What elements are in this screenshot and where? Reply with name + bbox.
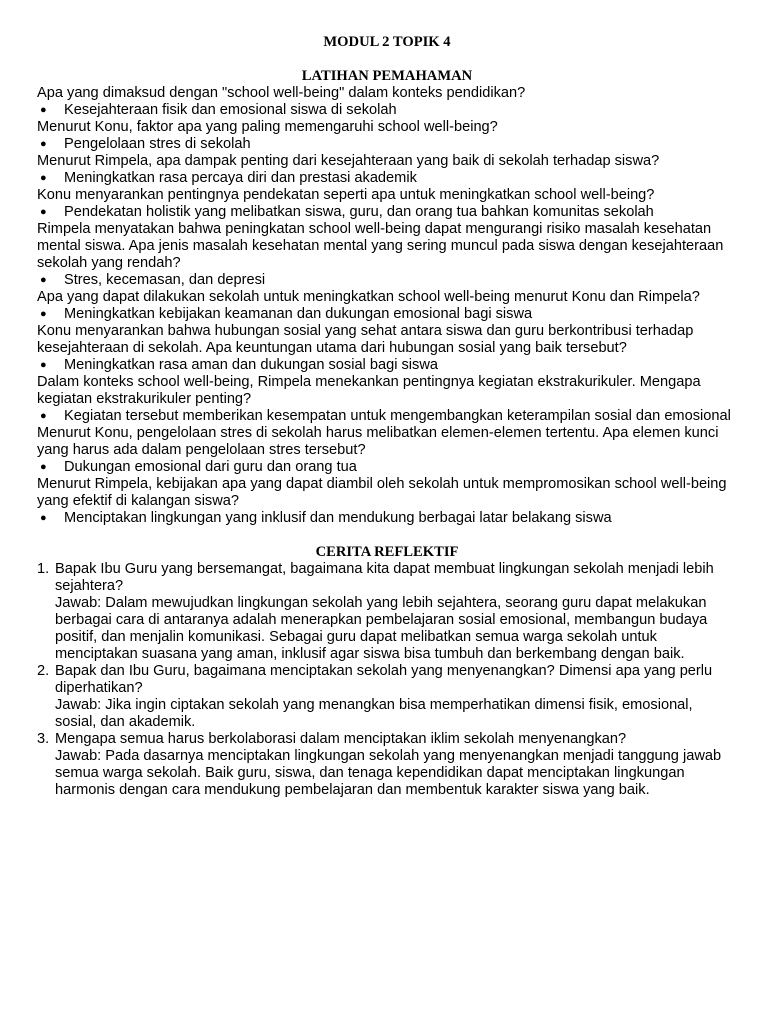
answer-text: Pendekatan holistik yang melibatkan siswa, guru, dan orang tua bahkan komunitas sekolah xyxy=(64,204,654,220)
answer-item xyxy=(37,306,737,323)
question-text: Konu menyarankan bahwa hubungan sosial yang sehat antara siswa dan guru berkontribusi terhadap kesejahteraan di sekolah. Apa keuntungan utama dari hubungan sosial yang baik tersebut? xyxy=(37,323,694,356)
bullet-icon: ● xyxy=(40,512,47,524)
reflection-answer: Jawab: Jika ingin ciptakan sekolah yang menangkan bisa memperhatikan dimensi fisik, emosional, sosial, dan akademik. xyxy=(55,697,693,730)
answer-item xyxy=(37,136,737,153)
question-text: Menurut Rimpela, apa dampak penting dari kesejahteraan yang baik di sekolah terhadap siswa? xyxy=(37,153,660,169)
answer-text: Stres, kecemasan, dan depresi xyxy=(64,272,266,288)
bullet-icon: ● xyxy=(40,461,47,473)
answer-item xyxy=(37,357,737,374)
reflection-item xyxy=(37,663,737,731)
answer-item xyxy=(37,459,737,476)
question-text: Apa yang dimaksud dengan "school well-being" dalam konteks pendidikan? xyxy=(37,85,526,101)
bullet-icon: ● xyxy=(40,308,47,320)
answer-item xyxy=(37,510,737,527)
question-text: Menurut Konu, faktor apa yang paling memengaruhi school well-being? xyxy=(37,119,498,135)
reflection-answer: Jawab: Dalam mewujudkan lingkungan sekolah yang lebih sejahtera, seorang guru dapat melakukan berbagai cara di antaranya adalah menerapkan pembelajaran sosial emosional, membangun budaya positif, dan menjalin komunikasi. Sebagai guru dapat melibatkan semua warga sekolah untuk menciptakan suasana yang aman, inklusif agar siswa bisa tumbuh dan berkembang dengan baik. xyxy=(55,595,708,662)
reflection-item xyxy=(37,731,737,799)
answer-text: Meningkatkan rasa percaya diri dan prestasi akademik xyxy=(64,170,417,186)
answer-text: Meningkatkan kebijakan keamanan dan dukungan emosional bagi siswa xyxy=(64,306,533,322)
answer-text: Menciptakan lingkungan yang inklusif dan mendukung berbagai latar belakang siswa xyxy=(64,510,612,526)
answer-item xyxy=(37,102,737,119)
module-title: MODUL 2 TOPIK 4 xyxy=(323,34,451,50)
item-number: 3. xyxy=(37,731,50,747)
question-text: Apa yang dapat dilakukan sekolah untuk meningkatkan school well-being menurut Konu dan Rimpela? xyxy=(37,289,700,305)
bullet-icon: ● xyxy=(40,138,47,150)
reflection-question: Bapak Ibu Guru yang bersemangat, bagaimana kita dapat membuat lingkungan sekolah menjadi lebih sejahtera? xyxy=(55,561,714,594)
answer-text: Kesejahteraan fisik dan emosional siswa di sekolah xyxy=(64,102,397,118)
reflection-answer: Jawab: Pada dasarnya menciptakan lingkungan sekolah yang menyenangkan menjadi tanggung jawab semua warga sekolah. Baik guru, siswa, dan tenaga kependidikan dapat menciptakan lingkungan harmonis dengan cara mendukung pembelajaran dan membentuk karakter siswa yang baik. xyxy=(55,748,722,798)
question-text: Rimpela menyatakan bahwa peningkatan school well-being dapat mengurangi risiko masalah kesehatan mental siswa. Apa jenis masalah kesehatan mental yang sering muncul pada siswa dengan kesejahteraan sekolah yang rendah? xyxy=(37,221,724,271)
section-title-reflektif: CERITA REFLEKTIF xyxy=(315,544,459,560)
answer-text: Meningkatkan rasa aman dan dukungan sosial bagi siswa xyxy=(64,357,438,373)
bullet-icon: ● xyxy=(40,172,47,184)
answer-text: Pengelolaan stres di sekolah xyxy=(64,136,251,152)
reflection-list xyxy=(37,561,737,799)
question-text: Dalam konteks school well-being, Rimpela menekankan pentingnya kegiatan ekstrakurikuler. Mengapa kegiatan ekstrakurikuler penting? xyxy=(37,374,701,407)
bullet-icon: ● xyxy=(40,104,47,116)
reflection-question: Mengapa semua harus berkolaborasi dalam menciptakan iklim sekolah menyenangkan? xyxy=(55,731,627,747)
answer-text: Dukungan emosional dari guru dan orang tua xyxy=(64,459,357,475)
question-text: Konu menyarankan pentingnya pendekatan seperti apa untuk meningkatkan school well-being? xyxy=(37,187,655,203)
answer-item xyxy=(37,204,737,221)
question-text: Menurut Konu, pengelolaan stres di sekolah harus melibatkan elemen-elemen tertentu. Apa elemen kunci yang harus ada dalam pengelolaan stres tersebut? xyxy=(37,425,719,458)
item-number: 1. xyxy=(37,561,50,577)
question-text: Menurut Rimpela, kebijakan apa yang dapat diambil oleh sekolah untuk mempromosikan school well-being yang efektif di kalangan siswa? xyxy=(37,476,727,509)
bullet-icon: ● xyxy=(40,274,47,286)
section-title-latihan: LATIHAN PEMAHAMAN xyxy=(301,68,473,84)
answer-text: Kegiatan tersebut memberikan kesempatan untuk mengembangkan keterampilan sosial dan emosional xyxy=(64,408,731,424)
answer-item xyxy=(37,408,737,425)
item-number: 2. xyxy=(37,663,50,679)
document-page xyxy=(37,34,737,799)
bullet-icon: ● xyxy=(40,206,47,218)
reflection-item xyxy=(37,561,737,663)
answer-item xyxy=(37,272,737,289)
bullet-icon: ● xyxy=(40,359,47,371)
qa-list xyxy=(37,85,737,527)
answer-item xyxy=(37,170,737,187)
reflection-question: Bapak dan Ibu Guru, bagaimana menciptakan sekolah yang menyenangkan? Dimensi apa yang perlu diperhatikan? xyxy=(55,663,713,696)
bullet-icon: ● xyxy=(40,410,47,422)
